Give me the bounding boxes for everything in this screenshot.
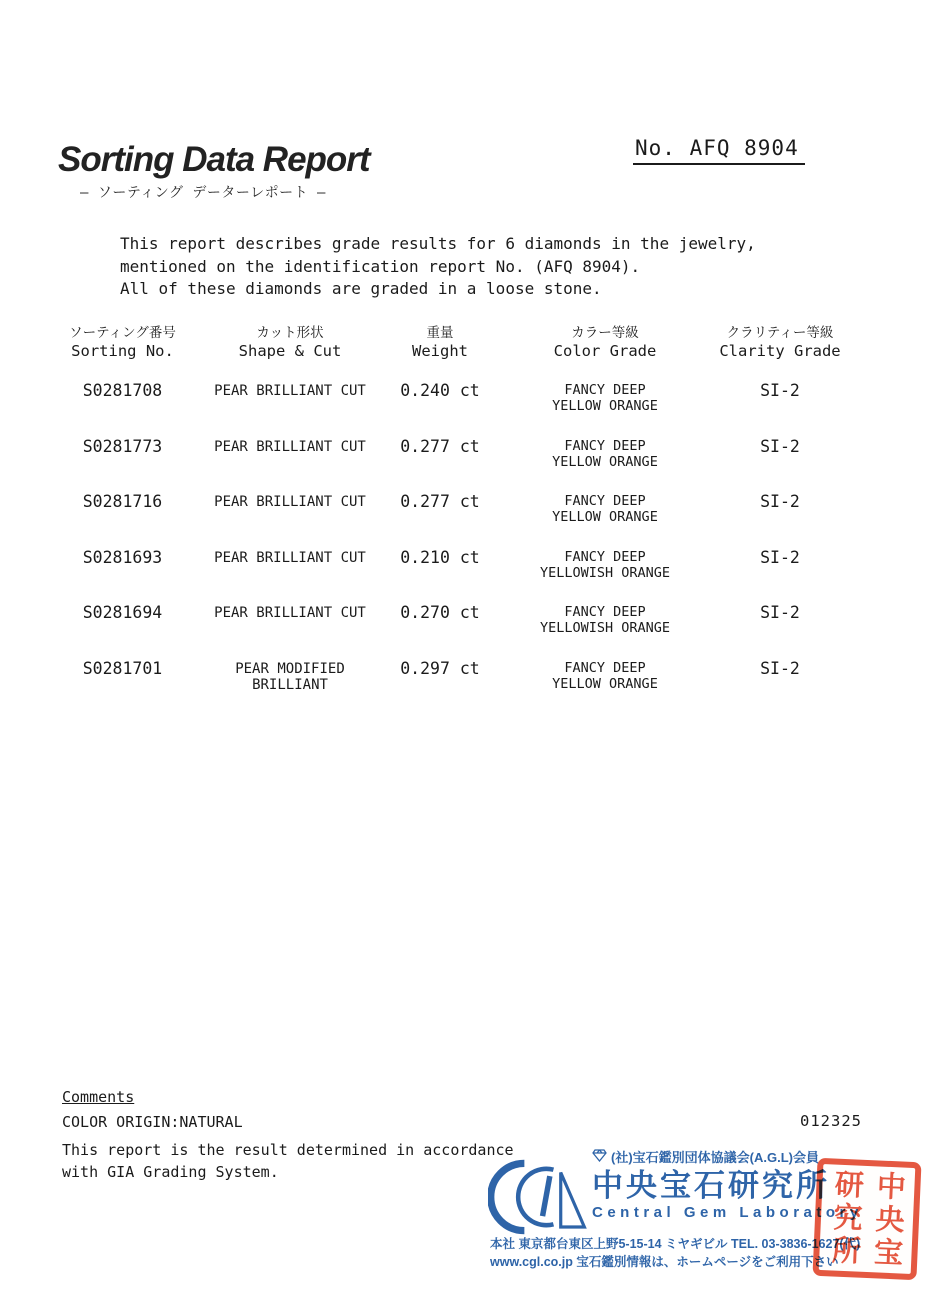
cell-color-grade — [500, 437, 710, 470]
column-header-jp: ソーティング番号 — [69, 325, 176, 341]
red-seal-stamp — [812, 1158, 921, 1280]
cell-shape-cut: PEAR BRILLIANT CUT — [214, 605, 366, 621]
cell-shape-cut: PEAR MODIFIED BRILLIANT — [235, 660, 345, 693]
cell-clarity-grade: SI-2 — [760, 492, 800, 511]
cell-shape-cut: PEAR BRILLIANT CUT — [214, 438, 366, 455]
intro-line: All of these diamonds are graded in a loose stone. — [120, 279, 602, 298]
column-header-en: Weight — [412, 342, 468, 360]
seal-column-right: 中央宝 — [869, 1169, 908, 1271]
table-row — [45, 548, 850, 604]
color-grade-line1: FANCY DEEP — [564, 659, 646, 676]
cell-clarity-grade: SI-2 — [760, 658, 800, 678]
cell-sorting-no: S0281708 — [82, 381, 163, 400]
cell-clarity-grade: SI-2 — [760, 381, 800, 400]
color-grade-line1: FANCY DEEP — [564, 493, 646, 509]
column-header-jp: カット形状 — [256, 325, 324, 341]
report-number: No. AFQ 8904 — [633, 136, 805, 165]
cell-shape-cut: PEAR BRILLIANT CUT — [214, 549, 366, 566]
page-subtitle: — ソーティング データーレポート — — [80, 185, 326, 201]
gem-icon — [592, 1149, 607, 1165]
cell-color-grade — [500, 381, 710, 414]
cell-sorting-no: S0281716 — [82, 492, 163, 511]
comments-line: This report is the result determined in accordance — [62, 1141, 514, 1159]
cell-clarity-grade: SI-2 — [760, 436, 800, 456]
column-header-en: Sorting No. — [71, 342, 174, 360]
color-grade-line1: FANCY DEEP — [564, 437, 646, 454]
intro-line: This report describes grade results for 6 diamonds in the jewelry, — [120, 234, 756, 253]
table-row — [45, 492, 850, 548]
column-header-weight — [380, 324, 500, 361]
cell-color-grade — [500, 492, 710, 525]
table-row — [45, 381, 850, 437]
cell-weight: 0.297 ct — [400, 658, 480, 678]
column-header-color-grade — [500, 324, 710, 361]
table-header-row — [45, 324, 850, 361]
cell-sorting-no: S0281701 — [82, 658, 163, 678]
column-header-jp: 重量 — [426, 325, 454, 341]
cell-color-grade — [500, 548, 710, 581]
column-header-en: Clarity Grade — [719, 342, 841, 360]
column-header-jp: カラー等級 — [571, 325, 639, 341]
color-grade-line2: YELLOWISH ORANGE — [539, 564, 671, 581]
cell-clarity-grade: SI-2 — [760, 547, 800, 567]
comments-section — [62, 1088, 514, 1183]
color-grade-line1: FANCY DEEP — [564, 548, 646, 565]
cell-clarity-grade: SI-2 — [760, 603, 800, 622]
table-row — [45, 437, 850, 493]
column-header-jp: クラリティー等級 — [726, 325, 834, 341]
intro-line: mentioned on the identification report No. (AFQ 8904). — [120, 256, 641, 276]
color-origin-note: COLOR ORIGIN:NATURAL — [62, 1113, 243, 1131]
lab-website-line: www.cgl.co.jp 宝石鑑別情報は、ホームページをご利用下さい — [490, 1255, 839, 1269]
column-header-en: Color Grade — [553, 342, 657, 360]
color-grade-line2: YELLOW ORANGE — [552, 398, 658, 414]
comments-heading: Comments — [62, 1088, 135, 1106]
lab-name-english: Central Gem Laboratory — [592, 1204, 863, 1221]
cell-weight: 0.277 ct — [400, 436, 480, 456]
cell-shape-cut: PEAR BRILLIANT CUT — [214, 383, 366, 399]
color-grade-line1: FANCY DEEP — [564, 382, 646, 398]
column-header-clarity-grade — [710, 324, 850, 361]
cell-weight: 0.210 ct — [400, 547, 480, 567]
table-row — [45, 603, 850, 659]
table-body — [45, 381, 850, 714]
column-header-en: Shape & Cut — [238, 342, 342, 360]
cell-weight: 0.240 ct — [400, 381, 480, 400]
cell-sorting-no: S0281694 — [82, 603, 163, 622]
color-grade-line2: YELLOW ORANGE — [552, 453, 658, 470]
cell-sorting-no: S0281773 — [82, 436, 163, 456]
cell-shape-cut: PEAR BRILLIANT CUT — [214, 494, 366, 510]
lab-address-line: 本社 東京都台東区上野5-15-14 ミヤギビル TEL. 03-3836-1627(代) — [490, 1237, 861, 1251]
column-header-sorting-no — [45, 324, 200, 361]
page-title: Sorting Data Report — [58, 140, 370, 179]
comments-line: with GIA Grading System. — [62, 1163, 279, 1181]
color-grade-line2: YELLOW ORANGE — [552, 675, 658, 692]
lab-name-japanese: 中央宝石研究所 — [592, 1168, 830, 1203]
lab-address-block — [490, 1235, 860, 1271]
seal-column-left: 研究所 — [827, 1167, 866, 1269]
cgl-logo-icon — [488, 1153, 588, 1245]
cell-color-grade — [500, 659, 710, 692]
cell-weight: 0.270 ct — [400, 603, 480, 622]
intro-paragraph — [120, 233, 756, 301]
report-title-block — [58, 140, 370, 202]
document-code: 012325 — [800, 1112, 862, 1130]
color-grade-line2: YELLOW ORANGE — [552, 509, 658, 525]
cell-color-grade — [500, 603, 710, 636]
table-row — [45, 659, 850, 715]
column-header-shape-cut — [200, 324, 380, 361]
cell-weight: 0.277 ct — [400, 492, 480, 511]
agl-member-text: (社)宝石鑑別団体協議会(A.G.L)会員 — [611, 1150, 819, 1165]
color-grade-line1: FANCY DEEP — [564, 604, 646, 620]
cell-sorting-no: S0281693 — [82, 547, 163, 567]
grade-table — [45, 324, 850, 714]
color-grade-line2: YELLOWISH ORANGE — [539, 620, 671, 636]
